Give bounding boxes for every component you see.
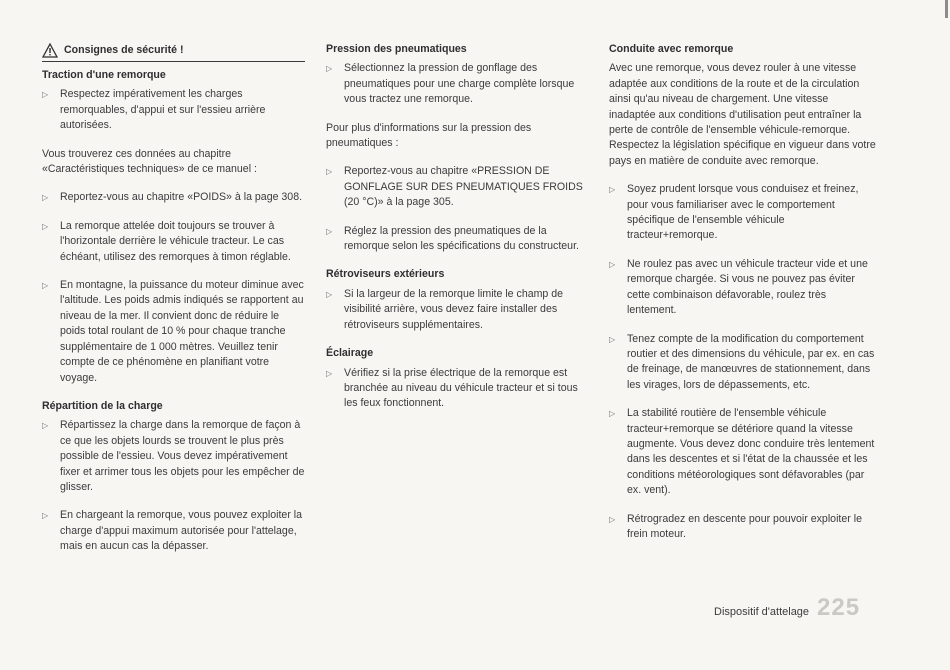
bullet-icon: ▷: [42, 90, 49, 100]
list-item: [326, 61, 588, 107]
list-item-text: Tenez compte de la modification du comportement routier et des dimensions du véhicule, par ex. en cas de freinage, de manœuvres de stationnement, dans les virages, lors de dépassements, etc.: [627, 332, 875, 391]
bullet-icon: ▷: [326, 226, 333, 236]
column-3: [609, 42, 877, 555]
safety-warning-header: [42, 42, 305, 62]
list-item-text: Réglez la pression des pneumatiques de la remorque selon les spécifications du constructeur.: [344, 224, 579, 253]
list-item-text: En montagne, la puissance du moteur diminue avec l'altitude. Les poids admis indiqués se rapportent au niveau de la mer. Il convient donc de réduire le poids total roulant de 10 % pour chaque tranche supplémentaire de 1 000 mètres. Veuillez tenir compte de ce phénomène en planifiant votre voyage.: [60, 279, 304, 384]
bullet-icon: ▷: [42, 421, 49, 431]
list-item-text: Sélectionnez la pression de gonflage des pneumatiques pour une charge complète lorsque vous tractez une remorque.: [344, 62, 575, 106]
list-item-text: Répartissez la charge dans la remorque de façon à ce que les objets lourds se trouvent le plus près possible de l'essieu. Vous devez impérativement fixer et arrimer tous les objets pour les empêcher de glisser.: [60, 419, 305, 493]
section-name: Dispositif d'attelage: [714, 606, 810, 618]
column-1: [42, 42, 305, 568]
paragraph: Avec une remorque, vous devez rouler à une vitesse adaptée aux conditions de la route et de la circulation ainsi qu'au niveau de chargement. Une vitesse inadaptée aux conditions d'utilisation peut entraîner la perte de contrôle de l'ensemble véhicule-remorque. Respectez la législation spécifique en vigueur dans votre pays en matière de conduite avec remorque.: [609, 62, 876, 167]
page-footer: [714, 594, 861, 621]
column-2: [326, 42, 588, 425]
list-item-text: Rétrogradez en descente pour pouvoir exploiter le frein moteur.: [627, 512, 862, 540]
bullet-icon: ▷: [609, 185, 616, 195]
page-edge-mark: [945, 0, 948, 18]
paragraph: Pour plus d'informations sur la pression des pneumatiques :: [326, 121, 532, 150]
list-item: [609, 257, 877, 319]
list-item: [42, 508, 305, 554]
bullet-icon: ▷: [42, 511, 49, 521]
list-item: [42, 87, 305, 133]
bullet-icon: ▷: [42, 281, 49, 291]
heading-repartition: Répartition de la charge: [42, 399, 163, 412]
list-item-text: La stabilité routière de l'ensemble véhicule tracteur+remorque se détériore quand la vitesse augmente. Vous devez donc conduire très lentement dans les descentes et si l'état de la chaussée et les conditions météorologiques sont défavorables (par ex. vent).: [627, 407, 875, 497]
heading-traction: Traction d'une remorque: [42, 69, 166, 81]
bullet-icon: ▷: [609, 259, 616, 269]
warning-triangle-icon: [42, 43, 58, 58]
list-item-text: En chargeant la remorque, vous pouvez exploiter la charge d'appui maximum autorisée pour l'attelage, mais en aucun cas la dépasser.: [60, 509, 303, 553]
bullet-icon: ▷: [42, 221, 49, 231]
safety-warning-title: Consignes de sécurité !: [64, 43, 184, 56]
list-item: [609, 512, 877, 543]
heading-conduite: Conduite avec remorque: [609, 43, 734, 55]
bullet-icon: ▷: [609, 334, 616, 344]
paragraph: Vous trouverez ces données au chapitre «Caractéristiques techniques» de ce manuel :: [42, 147, 257, 176]
list-item-text: Soyez prudent lorsque vous conduisez et freinez, pour vous familiariser avec le comportement spécifique de l'ensemble véhicule tracteur+remorque.: [627, 183, 859, 242]
list-item: [326, 164, 588, 210]
list-item-text: La remorque attelée doit toujours se trouver à l'horizontale derrière le véhicule tracteur. Le cas échéant, utilisez des remorques à timon réglable.: [60, 219, 291, 263]
bullet-icon: ▷: [609, 514, 616, 524]
list-item: [609, 406, 877, 498]
list-item-text: Reportez-vous au chapitre «POIDS» à la page 308.: [60, 191, 303, 204]
list-item: [42, 418, 305, 495]
list-item-text: Vérifiez si la prise électrique de la remorque est branchée au niveau du véhicule tracteur et si tous les feux fonctionnent.: [344, 366, 578, 410]
bullet-icon: ▷: [609, 409, 616, 419]
bullet-icon: ▷: [326, 368, 333, 378]
bullet-icon: ▷: [42, 193, 49, 203]
heading-pression: Pression des pneumatiques: [326, 43, 467, 55]
heading-eclairage: Éclairage: [326, 347, 374, 360]
list-item: [326, 287, 588, 333]
bullet-icon: ▷: [326, 289, 333, 299]
list-item: [326, 366, 588, 412]
list-item: [42, 190, 305, 205]
list-item-text: Si la largeur de la remorque limite le champ de visibilité arrière, vous devez faire installer des rétroviseurs supplémentaires.: [344, 287, 564, 331]
list-item-text: Respectez impérativement les charges remorquables, d'appui et sur l'essieu arrière autorisées.: [60, 88, 266, 132]
heading-retroviseurs: Rétroviseurs extérieurs: [326, 268, 445, 281]
list-item-text: Ne roulez pas avec un véhicule tracteur vide et une remorque chargée. Si vous ne pouvez pas éviter cette combinaison défavorable, roulez très lentement.: [627, 257, 868, 317]
list-item: [42, 278, 305, 386]
bullet-icon: ▷: [326, 167, 333, 177]
bullet-icon: ▷: [326, 64, 333, 74]
list-item: [609, 332, 877, 394]
list-item: [609, 182, 877, 244]
list-item: [42, 219, 305, 265]
list-item-text: Reportez-vous au chapitre «PRESSION DE GONFLAGE SUR DES PNEUMATIQUES FROIDS (20 °C)» à la page 305.: [344, 165, 583, 209]
list-item: [326, 224, 588, 255]
page-number: 225: [817, 594, 861, 621]
